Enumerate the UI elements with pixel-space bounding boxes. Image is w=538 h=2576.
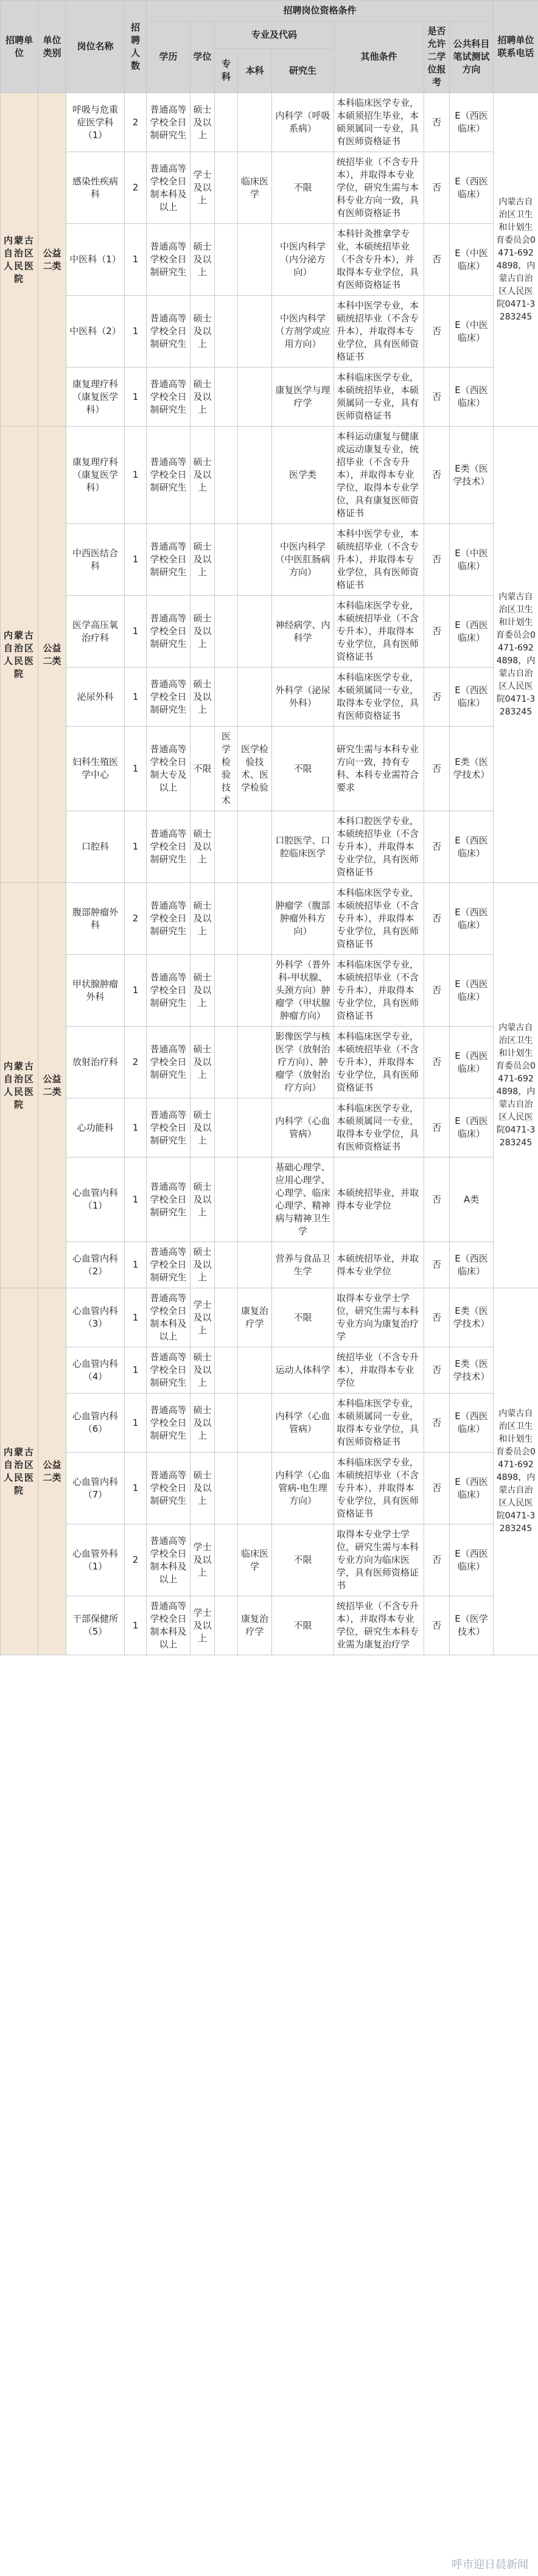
exam-direction-cell: E（西医临床） bbox=[450, 596, 494, 668]
table-row bbox=[1, 524, 538, 596]
education-cell: 普通高等学校全日制本科及以上 bbox=[147, 1596, 190, 1655]
education-cell: 普通高等学校全日制研究生 bbox=[147, 668, 190, 727]
major-zhuanke-cell bbox=[215, 596, 238, 668]
other-conditions-cell: 本硕统招毕业，并取得本专业学位 bbox=[334, 1157, 424, 1242]
other-conditions-cell: 本科中医学专业，本硕统招毕业（不含专升本），并取得本专业学位，具有医师资格证书 bbox=[334, 296, 424, 368]
other-conditions-cell: 取得本专业学士学位，研究生需与本科专业方向为康复治疗学 bbox=[334, 1288, 424, 1347]
degree-cell: 硕士及以上 bbox=[190, 668, 215, 727]
education-cell: 普通高等学校全日制研究生 bbox=[147, 1242, 190, 1288]
table-row bbox=[1, 955, 538, 1027]
table-row bbox=[1, 368, 538, 427]
contact-phone-cell: 内蒙古自治区卫生和计划生育委员会0471-6924898，内蒙古自治区人民医院0471-3283245 bbox=[494, 1288, 538, 1655]
major-zhuanke-cell bbox=[215, 93, 238, 152]
other-conditions-cell: 本科临床医学专业，本硕统招毕业（不含专升本），并取得本专业学位，具有医师资格证书 bbox=[334, 596, 424, 668]
major-zhuanke-cell bbox=[215, 427, 238, 524]
post-name-cell: 放射治疗科 bbox=[66, 1027, 125, 1098]
post-name-cell: 感染性疾病科 bbox=[66, 152, 125, 224]
post-name-cell: 康复理疗科（康复医学科） bbox=[66, 368, 125, 427]
exam-direction-cell: E（西医临床） bbox=[450, 668, 494, 727]
other-conditions-cell: 本科临床医学专业，本硕统招毕业，本硕须属同一专业，具有医师资格证书 bbox=[334, 368, 424, 427]
table-header bbox=[1, 1, 538, 93]
major-yanjiusheng-cell: 运动人体科学 bbox=[272, 1347, 334, 1394]
category-cell: 公益二类 bbox=[38, 1288, 66, 1655]
major-yanjiusheng-cell: 中医内科学（中医肛肠病方向） bbox=[272, 524, 334, 596]
major-yanjiusheng-cell: 营养与食品卫生学 bbox=[272, 1242, 334, 1288]
second-degree-allowed-cell: 否 bbox=[424, 1027, 450, 1098]
exam-direction-cell: E（西医临床） bbox=[450, 1453, 494, 1524]
other-conditions-cell: 本科中医学专业，本硕统招毕业（不含专升本），并取得本专业学位，具有医师资格证书 bbox=[334, 524, 424, 596]
major-yanjiusheng-cell: 口腔医学、口腔临床医学 bbox=[272, 811, 334, 883]
major-benke-cell bbox=[238, 596, 272, 668]
other-conditions-cell: 本科临床医学专业，本硕统招毕业（不含专升本），并取得本专业学位，具有医师资格证书 bbox=[334, 1453, 424, 1524]
table-row bbox=[1, 1157, 538, 1242]
headcount-cell: 1 bbox=[125, 596, 147, 668]
major-benke-cell bbox=[238, 524, 272, 596]
major-yanjiusheng-cell: 不限 bbox=[272, 1524, 334, 1596]
second-degree-allowed-cell: 否 bbox=[424, 1453, 450, 1524]
major-benke-cell bbox=[238, 883, 272, 955]
major-yanjiusheng-cell: 内科学（呼吸系病） bbox=[272, 93, 334, 152]
exam-direction-cell: E（西医临床） bbox=[450, 93, 494, 152]
table-row bbox=[1, 1596, 538, 1655]
second-degree-allowed-cell: 否 bbox=[424, 1288, 450, 1347]
major-yanjiusheng-cell: 康复医学与理疗学 bbox=[272, 368, 334, 427]
major-benke-cell bbox=[238, 427, 272, 524]
major-yanjiusheng-cell: 不限 bbox=[272, 727, 334, 811]
contact-phone-cell: 内蒙古自治区卫生和计划生育委员会0471-6924898，内蒙古自治区人民医院0471-3283245 bbox=[494, 427, 538, 883]
header-num: 招聘人数 bbox=[125, 1, 147, 93]
second-degree-allowed-cell: 否 bbox=[424, 1394, 450, 1453]
exam-direction-cell: E（医学技术） bbox=[450, 1596, 494, 1655]
headcount-cell: 1 bbox=[125, 224, 147, 296]
education-cell: 普通高等学校全日制研究生 bbox=[147, 1347, 190, 1394]
post-name-cell: 甲状腺肿瘤外科 bbox=[66, 955, 125, 1027]
table-row bbox=[1, 1098, 538, 1157]
second-degree-allowed-cell: 否 bbox=[424, 296, 450, 368]
major-benke-cell bbox=[238, 296, 272, 368]
major-zhuanke-cell bbox=[215, 1453, 238, 1524]
other-conditions-cell: 本科临床医学专业，本硕统招毕业（不含专升本），并取得本专业学位，具有医师资格证书 bbox=[334, 955, 424, 1027]
major-benke-cell: 医学检验技术、医学检验 bbox=[238, 727, 272, 811]
other-conditions-cell: 本科临床医学专业，本硕须属同一专业，取得本专业学位，具有医师资格证书 bbox=[334, 1098, 424, 1157]
post-name-cell: 呼吸与危重症医学科（1） bbox=[66, 93, 125, 152]
other-conditions-cell: 统招毕业（不含专升本），并取得本专业学位 bbox=[334, 1347, 424, 1394]
headcount-cell: 1 bbox=[125, 955, 147, 1027]
major-benke-cell bbox=[238, 955, 272, 1027]
education-cell: 普通高等学校全日制研究生 bbox=[147, 883, 190, 955]
header-post: 岗位名称 bbox=[66, 1, 125, 93]
major-yanjiusheng-cell: 外科学（泌尿外科） bbox=[272, 668, 334, 727]
major-yanjiusheng-cell: 影像医学与核医学（放射治疗方向）、肿瘤学（放射治疗方向） bbox=[272, 1027, 334, 1098]
exam-direction-cell: E类（医学技术） bbox=[450, 427, 494, 524]
headcount-cell: 1 bbox=[125, 1288, 147, 1347]
table-row bbox=[1, 296, 538, 368]
major-zhuanke-cell bbox=[215, 811, 238, 883]
post-name-cell: 心血管内科（2） bbox=[66, 1242, 125, 1288]
education-cell: 普通高等学校全日制研究生 bbox=[147, 296, 190, 368]
table-row bbox=[1, 93, 538, 152]
major-yanjiusheng-cell: 基础心理学、应用心理学、心理学、临床心理学、精神病与精神卫生学 bbox=[272, 1157, 334, 1242]
second-degree-allowed-cell: 否 bbox=[424, 427, 450, 524]
other-conditions-cell: 本科临床医学专业，本硕须属同一专业，取得本专业学位，具有医师资格证书 bbox=[334, 1394, 424, 1453]
headcount-cell: 1 bbox=[125, 1453, 147, 1524]
major-zhuanke-cell bbox=[215, 1242, 238, 1288]
table-row bbox=[1, 811, 538, 883]
headcount-cell: 2 bbox=[125, 93, 147, 152]
header-conditions: 招聘岗位资格条件 bbox=[147, 1, 494, 21]
degree-cell: 硕士及以上 bbox=[190, 427, 215, 524]
table-row bbox=[1, 727, 538, 811]
second-degree-allowed-cell: 否 bbox=[424, 152, 450, 224]
exam-direction-cell: E（中医临床） bbox=[450, 524, 494, 596]
major-yanjiusheng-cell: 神经病学、内科学 bbox=[272, 596, 334, 668]
major-benke-cell bbox=[238, 1394, 272, 1453]
headcount-cell: 1 bbox=[125, 524, 147, 596]
major-benke-cell bbox=[238, 1242, 272, 1288]
degree-cell: 硕士及以上 bbox=[190, 368, 215, 427]
second-degree-allowed-cell: 否 bbox=[424, 955, 450, 1027]
second-degree-allowed-cell: 否 bbox=[424, 368, 450, 427]
post-name-cell: 中医科（2） bbox=[66, 296, 125, 368]
table-row bbox=[1, 1027, 538, 1098]
major-zhuanke-cell bbox=[215, 883, 238, 955]
post-name-cell: 心血管内科（1） bbox=[66, 1157, 125, 1242]
second-degree-allowed-cell: 否 bbox=[424, 811, 450, 883]
header-edu: 学历 bbox=[147, 21, 190, 93]
exam-direction-cell: E（西医临床） bbox=[450, 1524, 494, 1596]
education-cell: 普通高等学校全日制研究生 bbox=[147, 1157, 190, 1242]
major-zhuanke-cell bbox=[215, 1596, 238, 1655]
header-benke: 本科 bbox=[238, 49, 272, 93]
major-zhuanke-cell bbox=[215, 1288, 238, 1347]
major-zhuanke-cell bbox=[215, 1347, 238, 1394]
exam-direction-cell: E（西医临床） bbox=[450, 1098, 494, 1157]
table-row bbox=[1, 1242, 538, 1288]
second-degree-allowed-cell: 否 bbox=[424, 668, 450, 727]
exam-direction-cell: E（西医临床） bbox=[450, 1242, 494, 1288]
other-conditions-cell: 本硕统招毕业，并取得本专业学位 bbox=[334, 1242, 424, 1288]
major-zhuanke-cell bbox=[215, 668, 238, 727]
major-yanjiusheng-cell: 内科学（心血管病） bbox=[272, 1394, 334, 1453]
education-cell: 普通高等学校全日制本科及以上 bbox=[147, 1288, 190, 1347]
education-cell: 普通高等学校全日制研究生 bbox=[147, 524, 190, 596]
header-cat: 单位类别 bbox=[38, 1, 66, 93]
major-zhuanke-cell bbox=[215, 224, 238, 296]
table-row bbox=[1, 1524, 538, 1596]
degree-cell: 硕士及以上 bbox=[190, 1347, 215, 1394]
contact-phone-cell: 内蒙古自治区卫生和计划生育委员会0471-6924898，内蒙古自治区人民医院0471-3283245 bbox=[494, 93, 538, 427]
education-cell: 普通高等学校全日制研究生 bbox=[147, 1453, 190, 1524]
table-row bbox=[1, 1347, 538, 1394]
degree-cell: 硕士及以上 bbox=[190, 955, 215, 1027]
other-conditions-cell: 本科针灸推拿学专业，本硕统招毕业（不含专升本），并取得本专业学位，具有医师资格证书 bbox=[334, 224, 424, 296]
unit-cell: 内蒙古自治区人民医院 bbox=[1, 427, 38, 883]
education-cell: 普通高等学校全日制本科及以上 bbox=[147, 152, 190, 224]
education-cell: 普通高等学校全日制研究生 bbox=[147, 955, 190, 1027]
headcount-cell: 2 bbox=[125, 152, 147, 224]
education-cell: 普通高等学校全日制研究生 bbox=[147, 1098, 190, 1157]
table-row bbox=[1, 1394, 538, 1453]
second-degree-allowed-cell: 否 bbox=[424, 1596, 450, 1655]
contact-phone-cell: 内蒙古自治区卫生和计划生育委员会0471-6924898，内蒙古自治区人民医院0471-3283245 bbox=[494, 883, 538, 1288]
exam-direction-cell: E类（医学技术） bbox=[450, 727, 494, 811]
major-zhuanke-cell bbox=[215, 1524, 238, 1596]
major-benke-cell: 临床医学 bbox=[238, 1524, 272, 1596]
major-yanjiusheng-cell: 中医内科学（内分泌方向） bbox=[272, 224, 334, 296]
watermark: 呼市迎日晨新闻 bbox=[452, 2558, 528, 2571]
degree-cell: 硕士及以上 bbox=[190, 1027, 215, 1098]
headcount-cell: 1 bbox=[125, 1242, 147, 1288]
other-conditions-cell: 统招毕业（不含专升本），并取得本专业学位，研究生本科专业需为康复治疗学 bbox=[334, 1596, 424, 1655]
unit-cell: 内蒙古自治区人民医院 bbox=[1, 883, 38, 1288]
post-name-cell: 心血管内科（4） bbox=[66, 1347, 125, 1394]
post-name-cell: 心血管内科（6） bbox=[66, 1394, 125, 1453]
header-other: 其他条件 bbox=[334, 21, 424, 93]
header-degree: 学位 bbox=[190, 21, 215, 93]
other-conditions-cell: 本科口腔医学专业，本硕统招毕业（不含专升本），并取得本专业学位，具有医师资格证书 bbox=[334, 811, 424, 883]
major-yanjiusheng-cell: 内科学（心血管病） bbox=[272, 1098, 334, 1157]
other-conditions-cell: 取得本专业学士学位，研究生需与本科专业方向为临床医学，具有医师资格证书 bbox=[334, 1524, 424, 1596]
degree-cell: 学士及以上 bbox=[190, 152, 215, 224]
education-cell: 普通高等学校全日制本科及以上 bbox=[147, 1524, 190, 1596]
table-row bbox=[1, 224, 538, 296]
post-name-cell: 干部保健所（5） bbox=[66, 1596, 125, 1655]
post-name-cell: 医学高压氧治疗科 bbox=[66, 596, 125, 668]
degree-cell: 学士及以上 bbox=[190, 1524, 215, 1596]
second-degree-allowed-cell: 否 bbox=[424, 93, 450, 152]
table-row bbox=[1, 668, 538, 727]
major-yanjiusheng-cell: 医学类 bbox=[272, 427, 334, 524]
header-contact: 招聘单位联系电话 bbox=[494, 1, 538, 93]
post-name-cell: 康复理疗科（康复医学科） bbox=[66, 427, 125, 524]
other-conditions-cell: 本科临床医学专业，本硕统招毕业（不含专升本），并取得本专业学位，具有医师资格证书 bbox=[334, 1027, 424, 1098]
header-major-group: 专业及代码 bbox=[215, 21, 334, 49]
headcount-cell: 1 bbox=[125, 427, 147, 524]
degree-cell: 硕士及以上 bbox=[190, 93, 215, 152]
major-yanjiusheng-cell: 不限 bbox=[272, 1288, 334, 1347]
other-conditions-cell: 研究生需与本科专业方向一致，持有专科、本科专业需符合要求 bbox=[334, 727, 424, 811]
major-yanjiusheng-cell: 不限 bbox=[272, 152, 334, 224]
headcount-cell: 1 bbox=[125, 668, 147, 727]
headcount-cell: 1 bbox=[125, 1347, 147, 1394]
second-degree-allowed-cell: 否 bbox=[424, 1347, 450, 1394]
second-degree-allowed-cell: 否 bbox=[424, 596, 450, 668]
major-yanjiusheng-cell: 内科学（心血管病-电生理方向） bbox=[272, 1453, 334, 1524]
headcount-cell: 2 bbox=[125, 1524, 147, 1596]
major-zhuanke-cell bbox=[215, 152, 238, 224]
major-benke-cell bbox=[238, 368, 272, 427]
major-benke-cell: 康复治疗学 bbox=[238, 1596, 272, 1655]
degree-cell: 硕士及以上 bbox=[190, 1098, 215, 1157]
degree-cell: 硕士及以上 bbox=[190, 1394, 215, 1453]
major-zhuanke-cell bbox=[215, 368, 238, 427]
major-benke-cell: 临床医学 bbox=[238, 152, 272, 224]
degree-cell: 硕士及以上 bbox=[190, 596, 215, 668]
major-benke-cell bbox=[238, 1098, 272, 1157]
second-degree-allowed-cell: 否 bbox=[424, 524, 450, 596]
category-cell: 公益二类 bbox=[38, 93, 66, 427]
major-zhuanke-cell bbox=[215, 1157, 238, 1242]
headcount-cell: 1 bbox=[125, 811, 147, 883]
second-degree-allowed-cell: 否 bbox=[424, 1098, 450, 1157]
table-body bbox=[1, 93, 538, 1655]
table-row bbox=[1, 1453, 538, 1524]
degree-cell: 硕士及以上 bbox=[190, 1242, 215, 1288]
other-conditions-cell: 本科运动康复与健康或运动康复专业，统招毕业（不含专升本），并取得本专业学位，取得本专业学位，具有康复医师资格证书 bbox=[334, 427, 424, 524]
category-cell: 公益二类 bbox=[38, 427, 66, 883]
major-yanjiusheng-cell: 不限 bbox=[272, 1596, 334, 1655]
major-benke-cell bbox=[238, 1453, 272, 1524]
post-name-cell: 中西医结合科 bbox=[66, 524, 125, 596]
second-degree-allowed-cell: 否 bbox=[424, 1524, 450, 1596]
major-yanjiusheng-cell: 外科学（普外科-甲状腺、头颈方向）肿瘤学（甲状腺肿瘤方向） bbox=[272, 955, 334, 1027]
other-conditions-cell: 统招毕业（不含专升本），并取得本专业学位，研究生需与本科专业方向一致，具有医师资格证书 bbox=[334, 152, 424, 224]
major-benke-cell bbox=[238, 1157, 272, 1242]
header-exam: 公共科目笔试测试方向 bbox=[450, 21, 494, 93]
major-yanjiusheng-cell: 肿瘤学（腹部肿瘤外科方向） bbox=[272, 883, 334, 955]
post-name-cell: 腹部肿瘤外科 bbox=[66, 883, 125, 955]
table-row bbox=[1, 427, 538, 524]
education-cell: 普通高等学校全日制研究生 bbox=[147, 596, 190, 668]
headcount-cell: 1 bbox=[125, 1394, 147, 1453]
degree-cell: 硕士及以上 bbox=[190, 1157, 215, 1242]
degree-cell: 硕士及以上 bbox=[190, 524, 215, 596]
exam-direction-cell: E（中医临床） bbox=[450, 296, 494, 368]
education-cell: 普通高等学校全日制大专及以上 bbox=[147, 727, 190, 811]
major-benke-cell bbox=[238, 1347, 272, 1394]
education-cell: 普通高等学校全日制研究生 bbox=[147, 1394, 190, 1453]
table-row bbox=[1, 883, 538, 955]
header-zhuanke: 专科 bbox=[215, 49, 238, 93]
headcount-cell: 1 bbox=[125, 727, 147, 811]
exam-direction-cell: E（西医临床） bbox=[450, 1394, 494, 1453]
headcount-cell: 2 bbox=[125, 883, 147, 955]
header-unit: 招聘单位 bbox=[1, 1, 38, 93]
second-degree-allowed-cell: 否 bbox=[424, 883, 450, 955]
category-cell: 公益二类 bbox=[38, 883, 66, 1288]
major-benke-cell bbox=[238, 224, 272, 296]
exam-direction-cell: E（西医临床） bbox=[450, 811, 494, 883]
major-zhuanke-cell bbox=[215, 955, 238, 1027]
post-name-cell: 心血管内科（7） bbox=[66, 1453, 125, 1524]
post-name-cell: 心功能科 bbox=[66, 1098, 125, 1157]
major-zhuanke-cell: 医学检验技术 bbox=[215, 727, 238, 811]
unit-cell: 内蒙古自治区人民医院 bbox=[1, 1288, 38, 1655]
post-name-cell: 泌尿外科 bbox=[66, 668, 125, 727]
headcount-cell: 2 bbox=[125, 1027, 147, 1098]
major-zhuanke-cell bbox=[215, 1027, 238, 1098]
exam-direction-cell: E（西医临床） bbox=[450, 955, 494, 1027]
major-benke-cell bbox=[238, 668, 272, 727]
table-row bbox=[1, 1288, 538, 1347]
exam-direction-cell: A类 bbox=[450, 1157, 494, 1242]
table-row bbox=[1, 152, 538, 224]
degree-cell: 硕士及以上 bbox=[190, 296, 215, 368]
exam-direction-cell: E（西医临床） bbox=[450, 152, 494, 224]
headcount-cell: 1 bbox=[125, 1157, 147, 1242]
degree-cell: 硕士及以上 bbox=[190, 811, 215, 883]
major-zhuanke-cell bbox=[215, 524, 238, 596]
post-name-cell: 口腔科 bbox=[66, 811, 125, 883]
degree-cell: 学士及以上 bbox=[190, 1596, 215, 1655]
headcount-cell: 1 bbox=[125, 368, 147, 427]
exam-direction-cell: E（西医临床） bbox=[450, 368, 494, 427]
other-conditions-cell: 本科临床医学专业，本硕须招生毕业，本硕须属同一专业，具有医师资格证书 bbox=[334, 93, 424, 152]
second-degree-allowed-cell: 否 bbox=[424, 224, 450, 296]
unit-cell: 内蒙古自治区人民医院 bbox=[1, 93, 38, 427]
major-zhuanke-cell bbox=[215, 1394, 238, 1453]
headcount-cell: 1 bbox=[125, 296, 147, 368]
education-cell: 普通高等学校全日制研究生 bbox=[147, 427, 190, 524]
second-degree-allowed-cell: 否 bbox=[424, 727, 450, 811]
post-name-cell: 心血管内科（3） bbox=[66, 1288, 125, 1347]
education-cell: 普通高等学校全日制研究生 bbox=[147, 811, 190, 883]
post-name-cell: 心血管外科（1） bbox=[66, 1524, 125, 1596]
exam-direction-cell: E（西医临床） bbox=[450, 1027, 494, 1098]
header-yanjiusheng: 研究生 bbox=[272, 49, 334, 93]
degree-cell: 硕士及以上 bbox=[190, 883, 215, 955]
degree-cell: 不限 bbox=[190, 727, 215, 811]
education-cell: 普通高等学校全日制研究生 bbox=[147, 1027, 190, 1098]
major-benke-cell bbox=[238, 811, 272, 883]
education-cell: 普通高等学校全日制研究生 bbox=[147, 93, 190, 152]
headcount-cell: 1 bbox=[125, 1098, 147, 1157]
other-conditions-cell: 本科临床医学专业，本硕须属同一专业，取得本专业学位，具有医师资格证书 bbox=[334, 668, 424, 727]
major-benke-cell: 康复治疗学 bbox=[238, 1288, 272, 1347]
major-zhuanke-cell bbox=[215, 1098, 238, 1157]
education-cell: 普通高等学校全日制研究生 bbox=[147, 368, 190, 427]
post-name-cell: 中医科（1） bbox=[66, 224, 125, 296]
exam-direction-cell: E类（医学技术） bbox=[450, 1347, 494, 1394]
other-conditions-cell: 本科临床医学专业，本硕统招毕业（不含专升本），并取得本专业学位，具有医师资格证书 bbox=[334, 883, 424, 955]
second-degree-allowed-cell: 否 bbox=[424, 1157, 450, 1242]
table-row bbox=[1, 596, 538, 668]
post-name-cell: 妇科生殖医学中心 bbox=[66, 727, 125, 811]
major-benke-cell bbox=[238, 1027, 272, 1098]
headcount-cell: 1 bbox=[125, 1596, 147, 1655]
second-degree-allowed-cell: 否 bbox=[424, 1242, 450, 1288]
major-zhuanke-cell bbox=[215, 296, 238, 368]
degree-cell: 硕士及以上 bbox=[190, 1453, 215, 1524]
major-yanjiusheng-cell: 中医内科学（方剂学或应用方向） bbox=[272, 296, 334, 368]
major-benke-cell bbox=[238, 93, 272, 152]
header-allow: 是否允许二学位报考 bbox=[424, 21, 450, 93]
degree-cell: 硕士及以上 bbox=[190, 224, 215, 296]
degree-cell: 学士及以上 bbox=[190, 1288, 215, 1347]
education-cell: 普通高等学校全日制研究生 bbox=[147, 224, 190, 296]
exam-direction-cell: E（西医临床） bbox=[450, 883, 494, 955]
exam-direction-cell: E类（医学技术） bbox=[450, 1288, 494, 1347]
exam-direction-cell: E（中医临床） bbox=[450, 224, 494, 296]
